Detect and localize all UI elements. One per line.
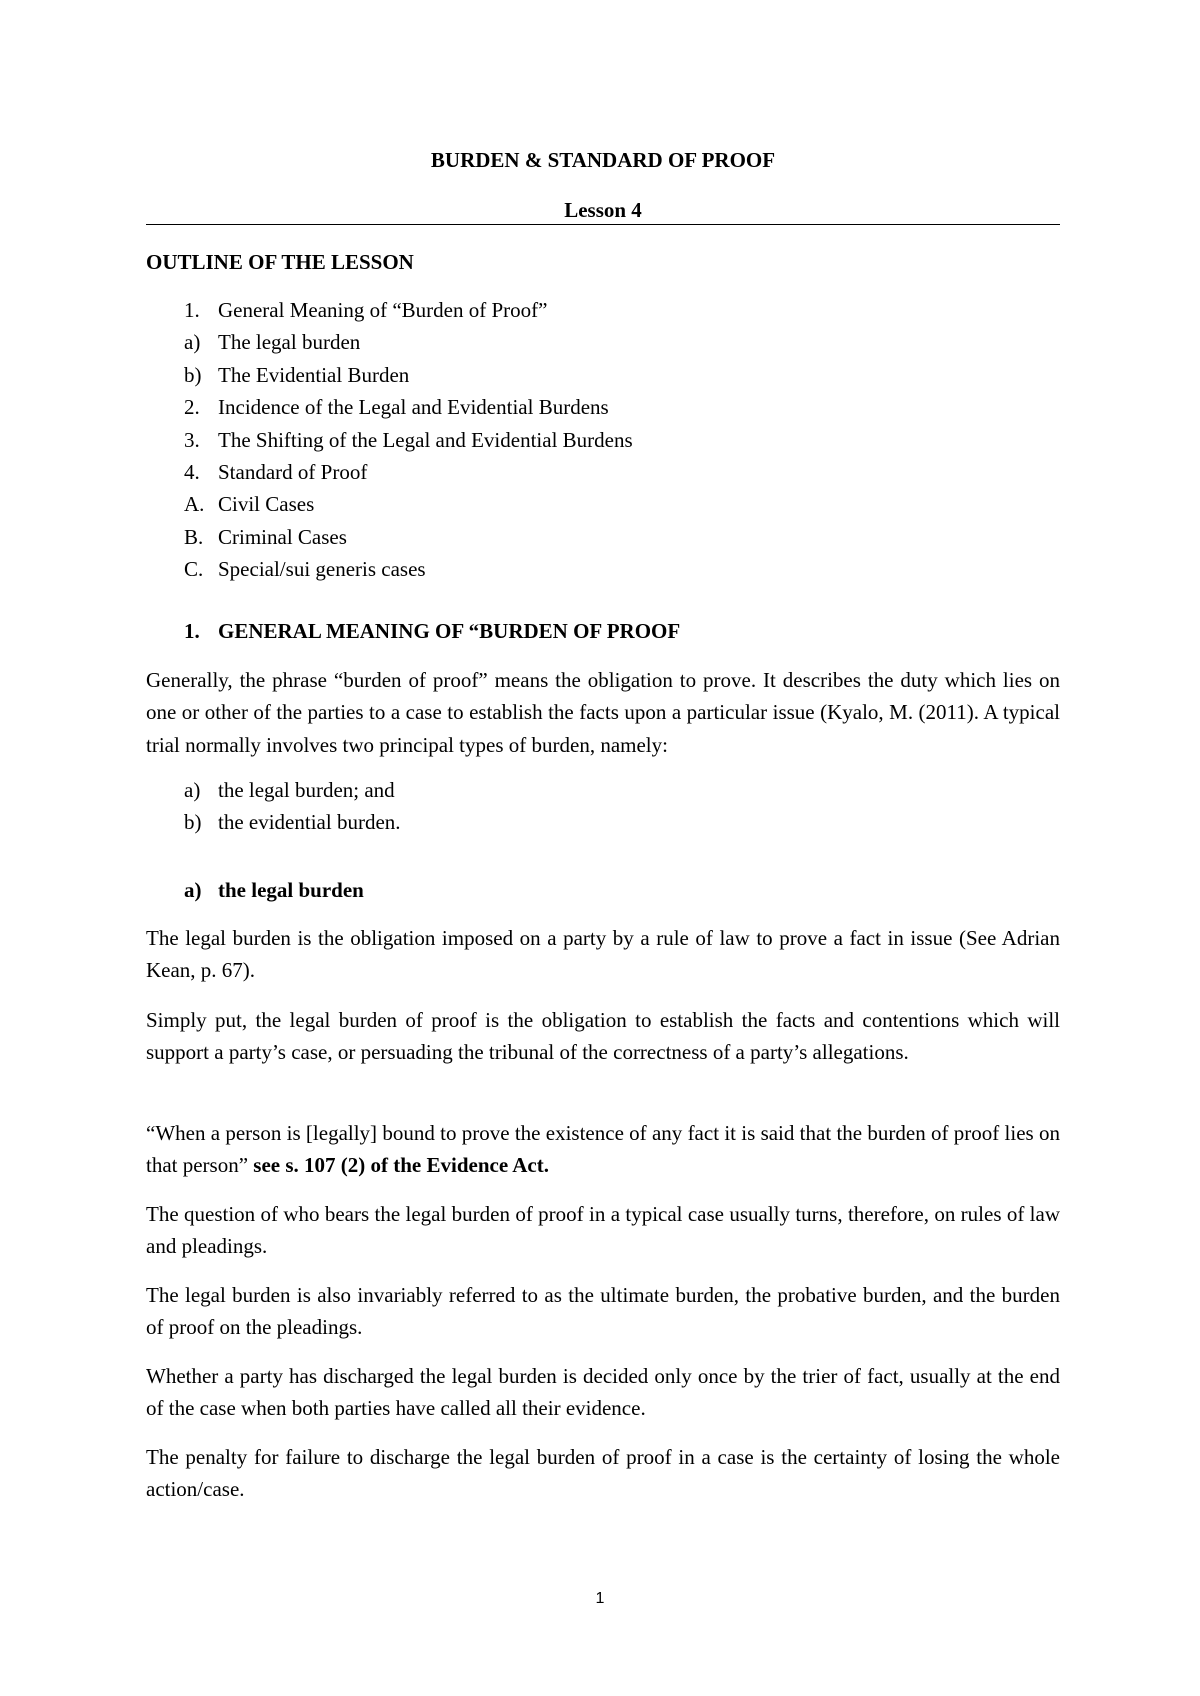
outline-text: Criminal Cases (218, 524, 347, 549)
outline-item (146, 523, 1060, 555)
subsection-heading (184, 876, 364, 904)
outline-item (146, 490, 1060, 522)
burden-type-item (146, 808, 1060, 840)
outline-marker: 4. (184, 459, 200, 484)
outline-text: General Meaning of “Burden of Proof” (218, 298, 548, 322)
quote-text: “When a person is [legally] bound to prove the existence of any fact it is said that the burden of proof lies on that person” (146, 1121, 1060, 1178)
discharge-paragraph: Whether a party has discharged the legal burden is decided only once by the trier of fact, usually at the end of the case when both parties have called all their evidence. (146, 1364, 1060, 1421)
burden-type-text: the legal burden; and (218, 778, 395, 802)
outline-text: Special/sui generis cases (218, 557, 426, 582)
legal-burden-definition: The legal burden is the obligation imposed on a party by a rule of law to prove a fact in issue (See Adrian Kean, p. 67). (146, 926, 1060, 983)
burden-type-marker: a) (184, 778, 201, 802)
outline-item (146, 393, 1060, 425)
outline-marker: 2. (184, 395, 200, 420)
outline-list (146, 296, 1060, 588)
evidence-act-quote (146, 1117, 1060, 1182)
outline-item (146, 361, 1060, 393)
document-title: BURDEN & STANDARD OF PROOF (430, 148, 776, 172)
burden-type-text: the evidential burden. (218, 810, 401, 835)
outline-text: The Shifting of the Legal and Evidential Burdens (218, 427, 633, 452)
other-names-paragraph: The legal burden is also invariably referred to as the ultimate burden, the probative burden, and the burden of proof on the pleadings. (146, 1283, 1060, 1340)
burden-types-list (146, 776, 1060, 841)
outline-item (146, 458, 1060, 490)
page-number: 1 (595, 1590, 605, 1607)
outline-marker: B. (184, 524, 204, 549)
outline-marker: b) (184, 362, 202, 387)
outline-text: Civil Cases (218, 492, 315, 517)
outline-text: Standard of Proof (218, 459, 368, 484)
subsection-marker: a) (184, 878, 202, 902)
section-number: 1. (184, 619, 200, 643)
outline-heading: OUTLINE OF THE LESSON (146, 250, 414, 274)
outline-marker: C. (184, 557, 204, 582)
subsection-title: the legal burden (218, 878, 364, 902)
lesson-label: Lesson 4 (564, 198, 642, 222)
penalty-paragraph: The penalty for failure to discharge the legal burden of proof in a case is the certainty of losing the whole action/case. (146, 1445, 1060, 1502)
legal-burden-simply-put: Simply put, the legal burden of proof is the obligation to establish the facts and contentions which will support a party’s case, or persuading the tribunal of the correctness of a party’s allegations. (146, 1008, 1060, 1065)
outline-marker: a) (184, 330, 201, 355)
section-title: GENERAL MEANING OF “BURDEN OF PROOF (218, 619, 681, 643)
outline-item (146, 328, 1060, 360)
outline-text: Incidence of the Legal and Evidential Burdens (218, 395, 609, 420)
outline-marker: 1. (184, 298, 200, 322)
who-bears-paragraph: The question of who bears the legal burden of proof in a typical case usually turns, therefore, on rules of law and pleadings. (146, 1202, 1060, 1259)
outline-marker: 3. (184, 427, 200, 452)
intro-paragraph: Generally, the phrase “burden of proof” means the obligation to prove. It describes the duty which lies on one or other of the parties to a case to establish the facts upon a particular issue (Kyalo, M. (2011). A typical trial normally involves two principal types of burden, namely: (146, 668, 1060, 757)
section-heading (184, 617, 680, 645)
outline-text: The Evidential Burden (218, 362, 410, 387)
burden-type-marker: b) (184, 810, 202, 835)
outline-text: The legal burden (218, 330, 361, 355)
statute-reference: see s. 107 (2) of the Evidence Act. (253, 1153, 549, 1178)
outline-item (146, 555, 1060, 587)
title-divider (146, 224, 1060, 225)
outline-marker: A. (184, 492, 205, 517)
outline-item (146, 426, 1060, 458)
outline-item (146, 296, 1060, 328)
burden-type-item (146, 776, 1060, 808)
